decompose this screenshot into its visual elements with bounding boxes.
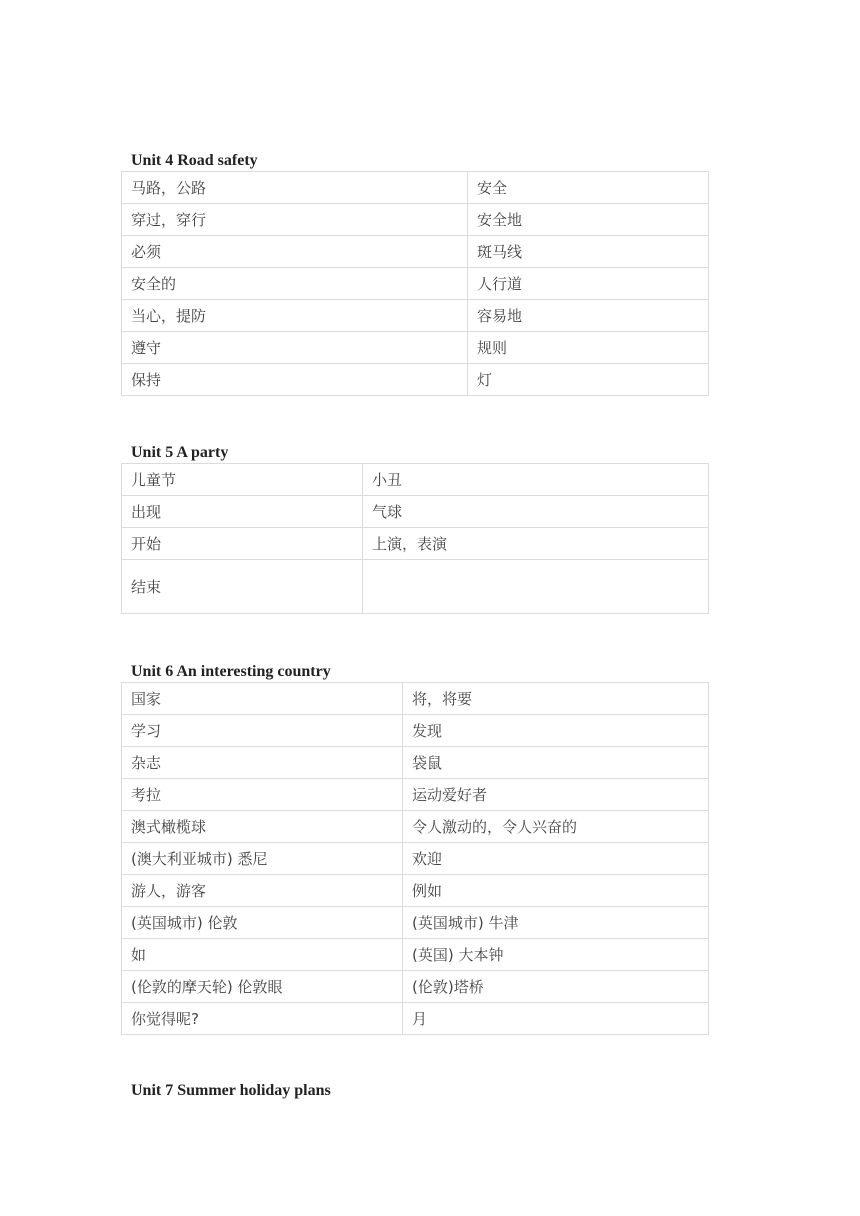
table-cell: 小丑 <box>363 464 709 496</box>
table-row <box>122 811 709 843</box>
table-cell: 保持 <box>122 364 468 396</box>
table-cell: 上演，表演 <box>363 528 709 560</box>
table-cell: 令人激动的，令人兴奋的 <box>403 811 709 843</box>
table-cell: 当心，提防 <box>122 300 468 332</box>
table-cell: 运动爱好者 <box>403 779 709 811</box>
table-cell: (英国) 大本钟 <box>403 939 709 971</box>
table-row <box>122 971 709 1003</box>
table-cell: (澳大利亚城市) 悉尼 <box>122 843 403 875</box>
unit4-vocab-table <box>121 171 709 396</box>
unit5-vocab-table <box>121 463 709 614</box>
table-cell: 安全的 <box>122 268 468 300</box>
table-cell: 学习 <box>122 715 403 747</box>
table-cell: 遵守 <box>122 332 468 364</box>
table-cell: 欢迎 <box>403 843 709 875</box>
table-cell: 袋鼠 <box>403 747 709 779</box>
table-row <box>122 843 709 875</box>
unit6-title: Unit 6 An interesting country <box>131 663 331 680</box>
table-cell: (英国城市) 牛津 <box>403 907 709 939</box>
table-cell: 必须 <box>122 236 468 268</box>
table-cell: 穿过，穿行 <box>122 204 468 236</box>
table-row <box>122 300 709 332</box>
table-cell: 开始 <box>122 528 363 560</box>
table-cell: 出现 <box>122 496 363 528</box>
table-row <box>122 268 709 300</box>
table-row <box>122 1003 709 1035</box>
table-cell: 安全 <box>468 172 709 204</box>
table-row <box>122 560 709 614</box>
table-row <box>122 464 709 496</box>
table-cell: 游人，游客 <box>122 875 403 907</box>
table-cell: 例如 <box>403 875 709 907</box>
table-row <box>122 172 709 204</box>
table-cell: 人行道 <box>468 268 709 300</box>
table-cell: (英国城市) 伦敦 <box>122 907 403 939</box>
table-cell: 将，将要 <box>403 683 709 715</box>
table-row <box>122 332 709 364</box>
table-cell: 斑马线 <box>468 236 709 268</box>
unit5-title: Unit 5 A party <box>131 444 229 461</box>
table-cell: 考拉 <box>122 779 403 811</box>
table-cell: 结束 <box>122 560 363 614</box>
table-row <box>122 236 709 268</box>
table-cell: 灯 <box>468 364 709 396</box>
table-row <box>122 715 709 747</box>
table-cell: 发现 <box>403 715 709 747</box>
unit6-vocab-table <box>121 682 709 1035</box>
table-row <box>122 939 709 971</box>
table-cell: (伦敦)塔桥 <box>403 971 709 1003</box>
table-cell: 安全地 <box>468 204 709 236</box>
table-row <box>122 204 709 236</box>
unit7-title: Unit 7 Summer holiday plans <box>131 1082 331 1099</box>
table-cell: 规则 <box>468 332 709 364</box>
table-cell: 杂志 <box>122 747 403 779</box>
table-cell: 如 <box>122 939 403 971</box>
unit4-title: Unit 4 Road safety <box>131 152 258 169</box>
table-row <box>122 528 709 560</box>
table-row <box>122 496 709 528</box>
table-cell: 你觉得呢? <box>122 1003 403 1035</box>
table-cell: 气球 <box>363 496 709 528</box>
table-row <box>122 364 709 396</box>
table-cell: 马路，公路 <box>122 172 468 204</box>
table-cell: (伦敦的摩天轮) 伦敦眼 <box>122 971 403 1003</box>
table-cell: 澳式橄榄球 <box>122 811 403 843</box>
table-cell: 月 <box>403 1003 709 1035</box>
table-cell <box>363 560 709 614</box>
table-row <box>122 875 709 907</box>
table-row <box>122 779 709 811</box>
table-row <box>122 907 709 939</box>
table-row <box>122 747 709 779</box>
table-cell: 儿童节 <box>122 464 363 496</box>
table-cell: 国家 <box>122 683 403 715</box>
table-row <box>122 683 709 715</box>
table-cell: 容易地 <box>468 300 709 332</box>
